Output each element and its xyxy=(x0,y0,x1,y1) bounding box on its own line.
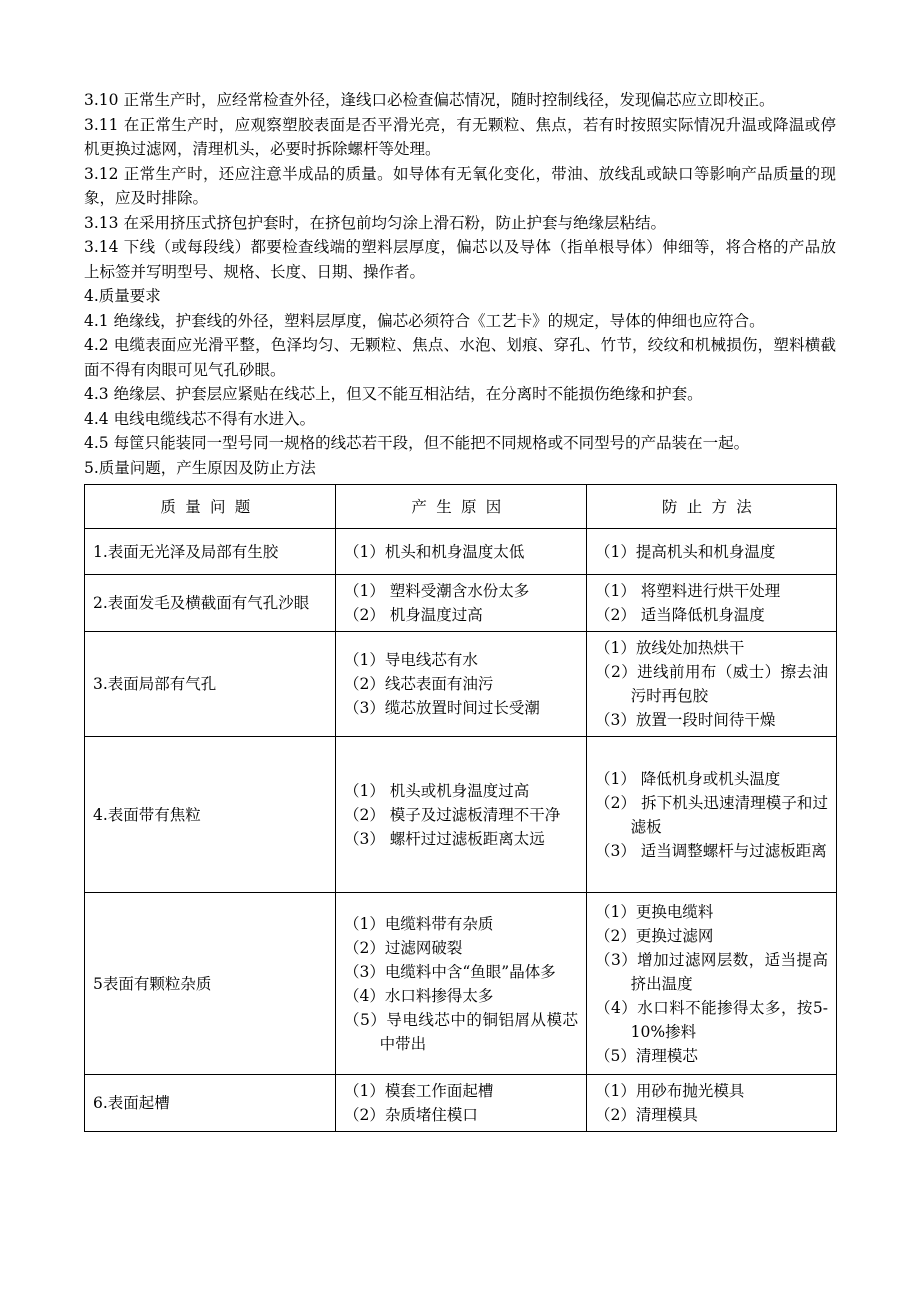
cause-list xyxy=(344,579,578,627)
body-text xyxy=(84,88,836,480)
cause-item: （3）电缆料中含“鱼眼”晶体多 xyxy=(344,962,556,981)
cause-cell xyxy=(336,893,587,1075)
paragraph-3-10: 3.10 正常生产时，应经常检查外径，逢线口必检查偏芯情况，随时控制线径，发现偏芯应立即校正。 xyxy=(84,91,775,109)
problem-cell: 5表面有颗粒杂质 xyxy=(85,893,336,1075)
cause-item: （1） 机头或机身温度过高 xyxy=(344,781,530,800)
fix-item: （1） 将塑料进行烘干处理 xyxy=(595,582,781,600)
paragraph-4-4: 4.4 电线电缆线芯不得有水进入。 xyxy=(84,409,316,428)
fix-item: （1）提高机头和机身温度 xyxy=(595,542,776,561)
cause-cell xyxy=(336,529,587,575)
cause-item: （4）水口料掺得太多 xyxy=(344,986,494,1005)
fix-list xyxy=(595,579,828,627)
fix-cell xyxy=(587,575,837,632)
cause-item: （2）杂质堵住模口 xyxy=(344,1106,478,1124)
fix-cell xyxy=(587,529,837,575)
cause-item: （1）导电线芯有水 xyxy=(344,651,478,669)
problem-cell: 2.表面发毛及横截面有气孔沙眼 xyxy=(85,575,336,632)
table-row xyxy=(85,737,837,893)
cause-item: （1）机头和机身温度太低 xyxy=(344,542,525,561)
problem-cell: 4.表面带有焦粒 xyxy=(85,737,336,893)
problem-cell: 1.表面无光泽及局部有生胶 xyxy=(85,529,336,575)
fix-cell xyxy=(587,1075,837,1132)
cause-item: （2）线芯表面有油污 xyxy=(344,675,494,693)
section-heading-5: 5.质量问题，产生原因及防止方法 xyxy=(84,458,316,477)
cause-item: （5）导电线芯中的铜铝屑从模芯中带出 xyxy=(344,1010,578,1053)
fix-item: （2）更换过滤网 xyxy=(595,926,714,945)
fix-item: （1）更换电缆料 xyxy=(595,902,714,921)
fix-item: （1）放线处加热烘干 xyxy=(595,639,745,657)
paragraph-4-5: 4.5 每筐只能装同一型号同一规格的线芯若干段，但不能把不同规格或不同型号的产品装在一起。 xyxy=(84,434,750,452)
fix-item: （3）增加过滤网层数，适当提高挤出温度 xyxy=(595,950,828,993)
fix-list xyxy=(595,767,828,863)
problem-cell: 6.表面起槽 xyxy=(85,1075,336,1132)
fix-list xyxy=(595,900,828,1068)
paragraph-3-11: 3.11 在正常生产时，应观察塑胶表面是否平滑光亮，有无颗粒、焦点，若有时按照实际情况升温或降温或停机更换过滤网，清理机头，必要时拆除螺杆等处理。 xyxy=(84,115,836,158)
paragraph-4-3: 4.3 绝缘层、护套层应紧贴在线芯上，但又不能互相沾结，在分离时不能损伤绝缘和护套。 xyxy=(84,385,703,403)
cause-list xyxy=(344,779,578,851)
header-problem: 质量问题 xyxy=(85,485,336,529)
fix-list xyxy=(595,636,828,732)
fix-cell xyxy=(587,893,837,1075)
cause-item: （1） 塑料受潮含水份太多 xyxy=(344,582,530,600)
fix-item: （3）放置一段时间待干燥 xyxy=(595,711,776,729)
document-page xyxy=(84,88,836,1132)
paragraph-3-14: 3.14 下线（或每段线）都要检查线端的塑料层厚度，偏芯以及导体（指单根导体）伸细等，将合格的产品放上标签并写明型号、规格、长度、日期、操作者。 xyxy=(84,238,836,281)
cause-cell xyxy=(336,1075,587,1132)
cause-cell xyxy=(336,575,587,632)
fix-item: （2）清理模具 xyxy=(595,1106,698,1124)
fix-item: （4）水口料不能掺得太多，按5-10%掺料 xyxy=(595,998,828,1041)
problem-cell: 3.表面局部有气孔 xyxy=(85,632,336,737)
fix-item: （5）清理模芯 xyxy=(595,1046,698,1065)
cause-list xyxy=(344,1079,578,1127)
cause-list xyxy=(344,540,578,564)
paragraph-3-13: 3.13 在采用挤压式挤包护套时，在挤包前均匀涂上滑石粉，防止护套与绝缘层粘结。 xyxy=(84,213,666,232)
cause-item: （3） 螺杆过过滤板距离太远 xyxy=(344,829,545,848)
table-header-row xyxy=(85,485,837,529)
quality-table xyxy=(84,484,837,1132)
cause-item: （2） 模子及过滤板清理不干净 xyxy=(344,805,561,824)
paragraph-4-1: 4.1 绝缘线，护套线的外径，塑料层厚度，偏芯必须符合《工艺卡》的规定，导体的伸细也应符合。 xyxy=(84,311,765,330)
fix-item: （1） 降低机身或机头温度 xyxy=(595,769,781,788)
fix-item: （2） 适当降低机身温度 xyxy=(595,606,765,624)
cause-item: （2） 机身温度过高 xyxy=(344,606,483,624)
paragraph-3-12: 3.12 正常生产时，还应注意半成品的质量。如导体有无氧化变化，带油、放线乱或缺口等影响产品质量的现象，应及时排除。 xyxy=(84,164,836,207)
cause-list xyxy=(344,648,578,720)
fix-list xyxy=(595,540,828,564)
fix-item: （2） 拆下机头迅速清理模子和过滤板 xyxy=(595,793,828,836)
cause-cell xyxy=(336,737,587,893)
cause-cell xyxy=(336,632,587,737)
paragraph-4-2: 4.2 电缆表面应光滑平整，色泽均匀、无颗粒、焦点、水泡、划痕、穿孔、竹节，绞纹和机械损伤，塑料横截面不得有肉眼可见气孔砂眼。 xyxy=(84,336,836,379)
table-row xyxy=(85,893,837,1075)
table-row xyxy=(85,529,837,575)
fix-item: （3） 适当调整螺杆与过滤板距离 xyxy=(595,841,827,860)
fix-list xyxy=(595,1079,828,1127)
cause-item: （3）缆芯放置时间过长受潮 xyxy=(344,699,540,717)
header-fix: 防止方法 xyxy=(587,485,837,529)
section-heading-4: 4.质量要求 xyxy=(84,287,161,305)
header-cause: 产生原因 xyxy=(336,485,587,529)
table-row xyxy=(85,632,837,737)
cause-item: （1）电缆料带有杂质 xyxy=(344,914,494,933)
fix-item: （2）进线前用布（威士）擦去油污时再包胶 xyxy=(595,663,828,705)
fix-cell xyxy=(587,737,837,893)
table-row xyxy=(85,575,837,632)
fix-item: （1）用砂布抛光模具 xyxy=(595,1082,745,1100)
table-body xyxy=(85,529,837,1132)
fix-cell xyxy=(587,632,837,737)
cause-item: （2）过滤网破裂 xyxy=(344,938,463,957)
cause-item: （1）模套工作面起槽 xyxy=(344,1082,494,1100)
table-row xyxy=(85,1075,837,1132)
cause-list xyxy=(344,912,578,1056)
